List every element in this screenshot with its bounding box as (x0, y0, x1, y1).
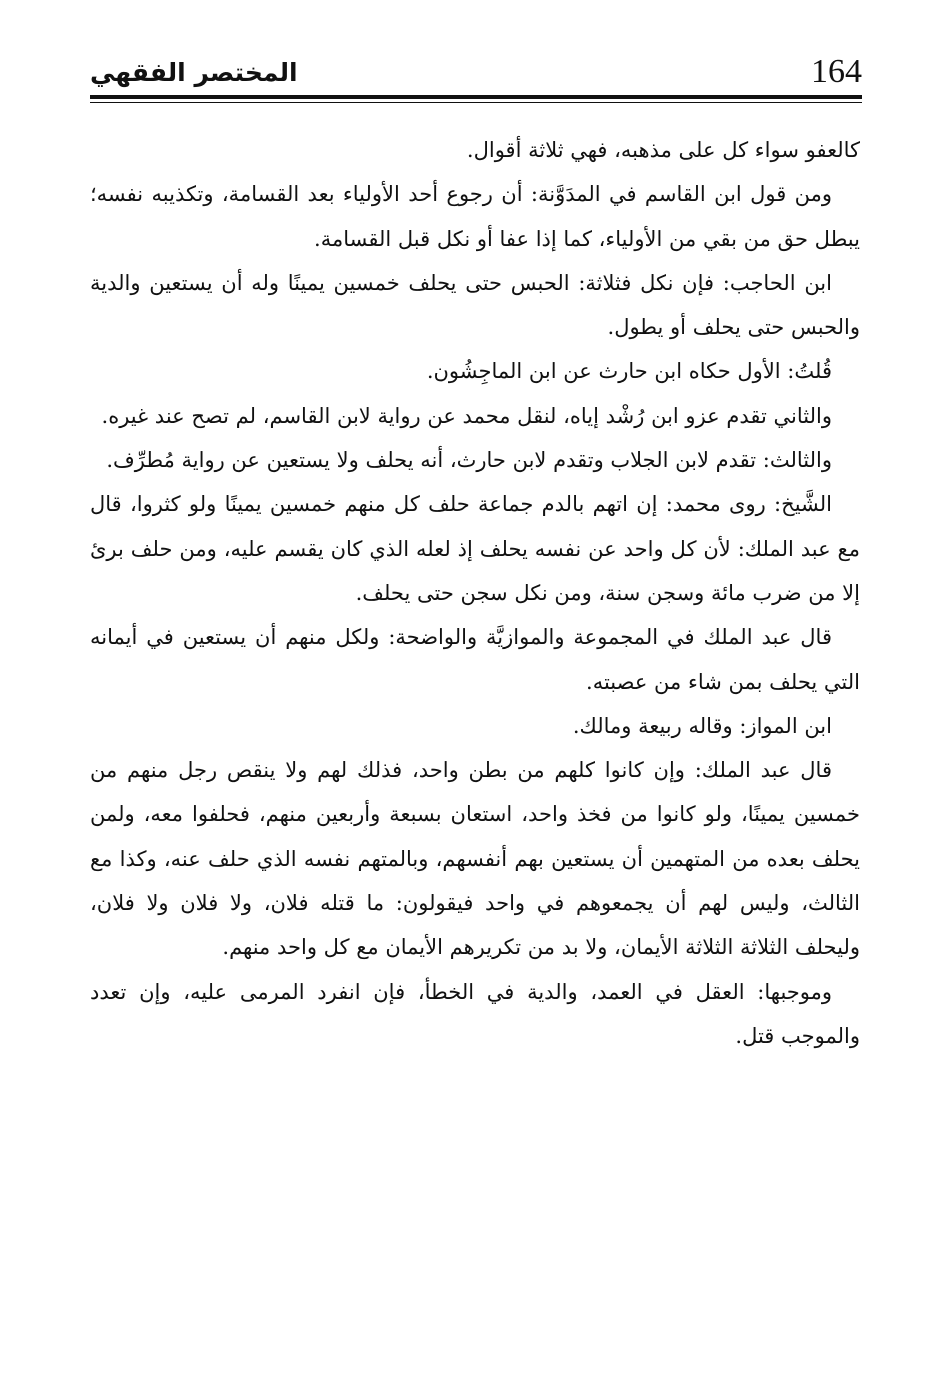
header-rule-thin (90, 102, 862, 103)
header-rule-thick (90, 95, 862, 99)
paragraph: ابن المواز: وقاله ربيعة ومالك. (572, 713, 832, 738)
paragraph: قال عبد الملك: وإن كانوا كلهم من بطن واحد، فذلك لهم ولا ينقص رجل منهم من خمسين يمينًا، ولو كانوا من فخذ واحد، استعان بسبعة وأربعين منهم، فحلفوا معه، ولمن يحلف بعده من المتهمين أن يستعين بهم أنفسهم، وبالمتهم نفسه الذي حلف عنه، وكذا مع الثالث، وليس لهم أن يجمعوهم في واحد فيقولون: ما قتله فلان، ولا فلان ولا فلان، وليحلف الثلاثة الثلاثة الأيمان، ولا بد من تكريرهم الأيمان مع كل واحد منهم. (90, 758, 860, 960)
paragraph: قال عبد الملك في المجموعة والموازيَّة والواضحة: ولكل منهم أن يستعين في أيمانه التي يحلف بمن شاء من عصبته. (90, 625, 860, 694)
book-title: المختصر الفقهي (90, 58, 298, 87)
paragraph: والثاني تقدم عزو ابن رُشْد إياه، لنقل محمد عن رواية لابن القاسم، لم تصح عند غيره. (101, 403, 832, 428)
paragraph: كالعفو سواء كل على مذهبه، فهي ثلاثة أقوال. (466, 138, 860, 162)
body-text (90, 128, 860, 1058)
paragraph: والثالث: تقدم لابن الجلاب وتقدم لابن حارث، أنه يحلف ولا يستعين عن رواية مُطرِّف. (106, 448, 832, 473)
paragraph: وموجبها: العقل في العمد، والدية في الخطأ، فإن انفرد المرمى عليه، وإن تعدد والموجب قتل. (90, 979, 860, 1048)
page-header (90, 52, 862, 96)
paragraph: ومن قول ابن القاسم في المدَوَّنة: أن رجوع أحد الأولياء بعد القسامة، وتكذيبه نفسه؛ يبطل حق من بقي من الأولياء، كما إذا عفا أو نكل قبل القسامة. (90, 182, 860, 251)
paragraph: ابن الحاجب: فإن نكل فثلاثة: الحبس حتى يحلف خمسين يمينًا وله أن يستعين والدية والحبس حتى يحلف أو يطول. (90, 270, 860, 340)
paragraph: الشَّيخ: روى محمد: إن اتهم بالدم جماعة حلف كل منهم خمسين يمينًا ولو كثروا، قال مع عبد الملك: لأن كل واحد عن نفسه يحلف إذ لعله الذي كان يقسم عليه، ومن حلف برئ إلا من ضرب مائة وسجن سنة، ومن نكل سجن حتى يحلف. (90, 492, 860, 605)
paragraph: قُلتُ: الأول حكاه ابن حارث عن ابن الماجِشُون. (426, 359, 832, 384)
page-number: 164 (811, 53, 862, 90)
